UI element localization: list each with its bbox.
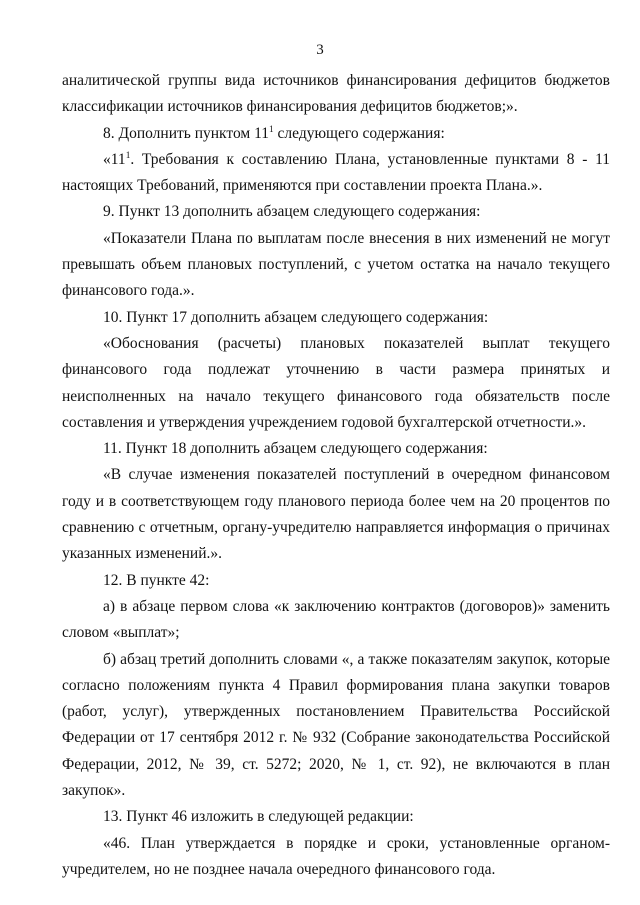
paragraph-text: «11 (103, 150, 126, 168)
paragraph: «Показатели Плана по выплатам после внесения в них изменений не могут превышать объем плановых поступлений, с учетом остатка на начало текущего финансового года.». (62, 229, 610, 300)
superscript: 1 (125, 150, 131, 161)
paragraph (62, 147, 610, 200)
superscript: 1 (269, 124, 274, 135)
paragraph: 13. Пункт 46 изложить в следующей редакции: (103, 808, 414, 826)
page-number: 3 (316, 42, 324, 58)
paragraph: б) абзац третий дополнить словами «, а также показателям закупок, которые согласно положениям пункта 4 Правил формирования плана закупки товаров (работ, услуг), утвержденных постановлением Правительства Российской Федерации от 17 сентября 2012 г. № 932 (Собрание законодательства Российской Федерации, 2012, № 39, ст. 5272; 2020, № 1, ст. 92), не включаются в план закупок». (62, 650, 610, 800)
paragraph-text: следующего содержания: (273, 124, 445, 142)
paragraph: аналитической группы вида источников финансирования дефицитов бюджетов классификации источников финансирования дефицитов бюджетов;». (62, 72, 610, 116)
paragraph (62, 121, 610, 147)
paragraph: а) в абзаце первом слова «к заключению контрактов (договоров)» заменить словом «выплат»; (62, 597, 610, 642)
paragraph-text: . Требования к составлению Плана, установленные пунктами 8 - 11 настоящих Требований, применяются при составлении проекта Плана.». (62, 150, 610, 195)
document-body (62, 68, 610, 883)
paragraph: 11. Пункт 18 дополнить абзацем следующего содержания: (103, 440, 488, 458)
paragraph: «Обоснования (расчеты) плановых показателей выплат текущего финансового года подлежат уточнению в части размера принятых и неисполненных на начало текущего финансового года обязательств после составления и утверждения учреждением годовой бухгалтерской отчетности.». (62, 334, 610, 431)
paragraph: 12. В пункте 42: (103, 571, 210, 589)
paragraph: 10. Пункт 17 дополнить абзацем следующего содержания: (103, 308, 489, 326)
paragraph: 9. Пункт 13 дополнить абзацем следующего содержания: (103, 203, 481, 221)
paragraph-text: 8. Дополнить пунктом 11 (103, 124, 270, 142)
paragraph: «В случае изменения показателей поступлений в очередном финансовом году и в соответствующем году планового периода более чем на 20 процентов по сравнению с отчетным, органу-учредителю направляется информация о причинах указанных изменений.». (62, 466, 610, 563)
paragraph: «46. План утверждается в порядке и сроки, установленные органом-учредителем, но не позднее начала очередного финансового года. (62, 834, 610, 878)
